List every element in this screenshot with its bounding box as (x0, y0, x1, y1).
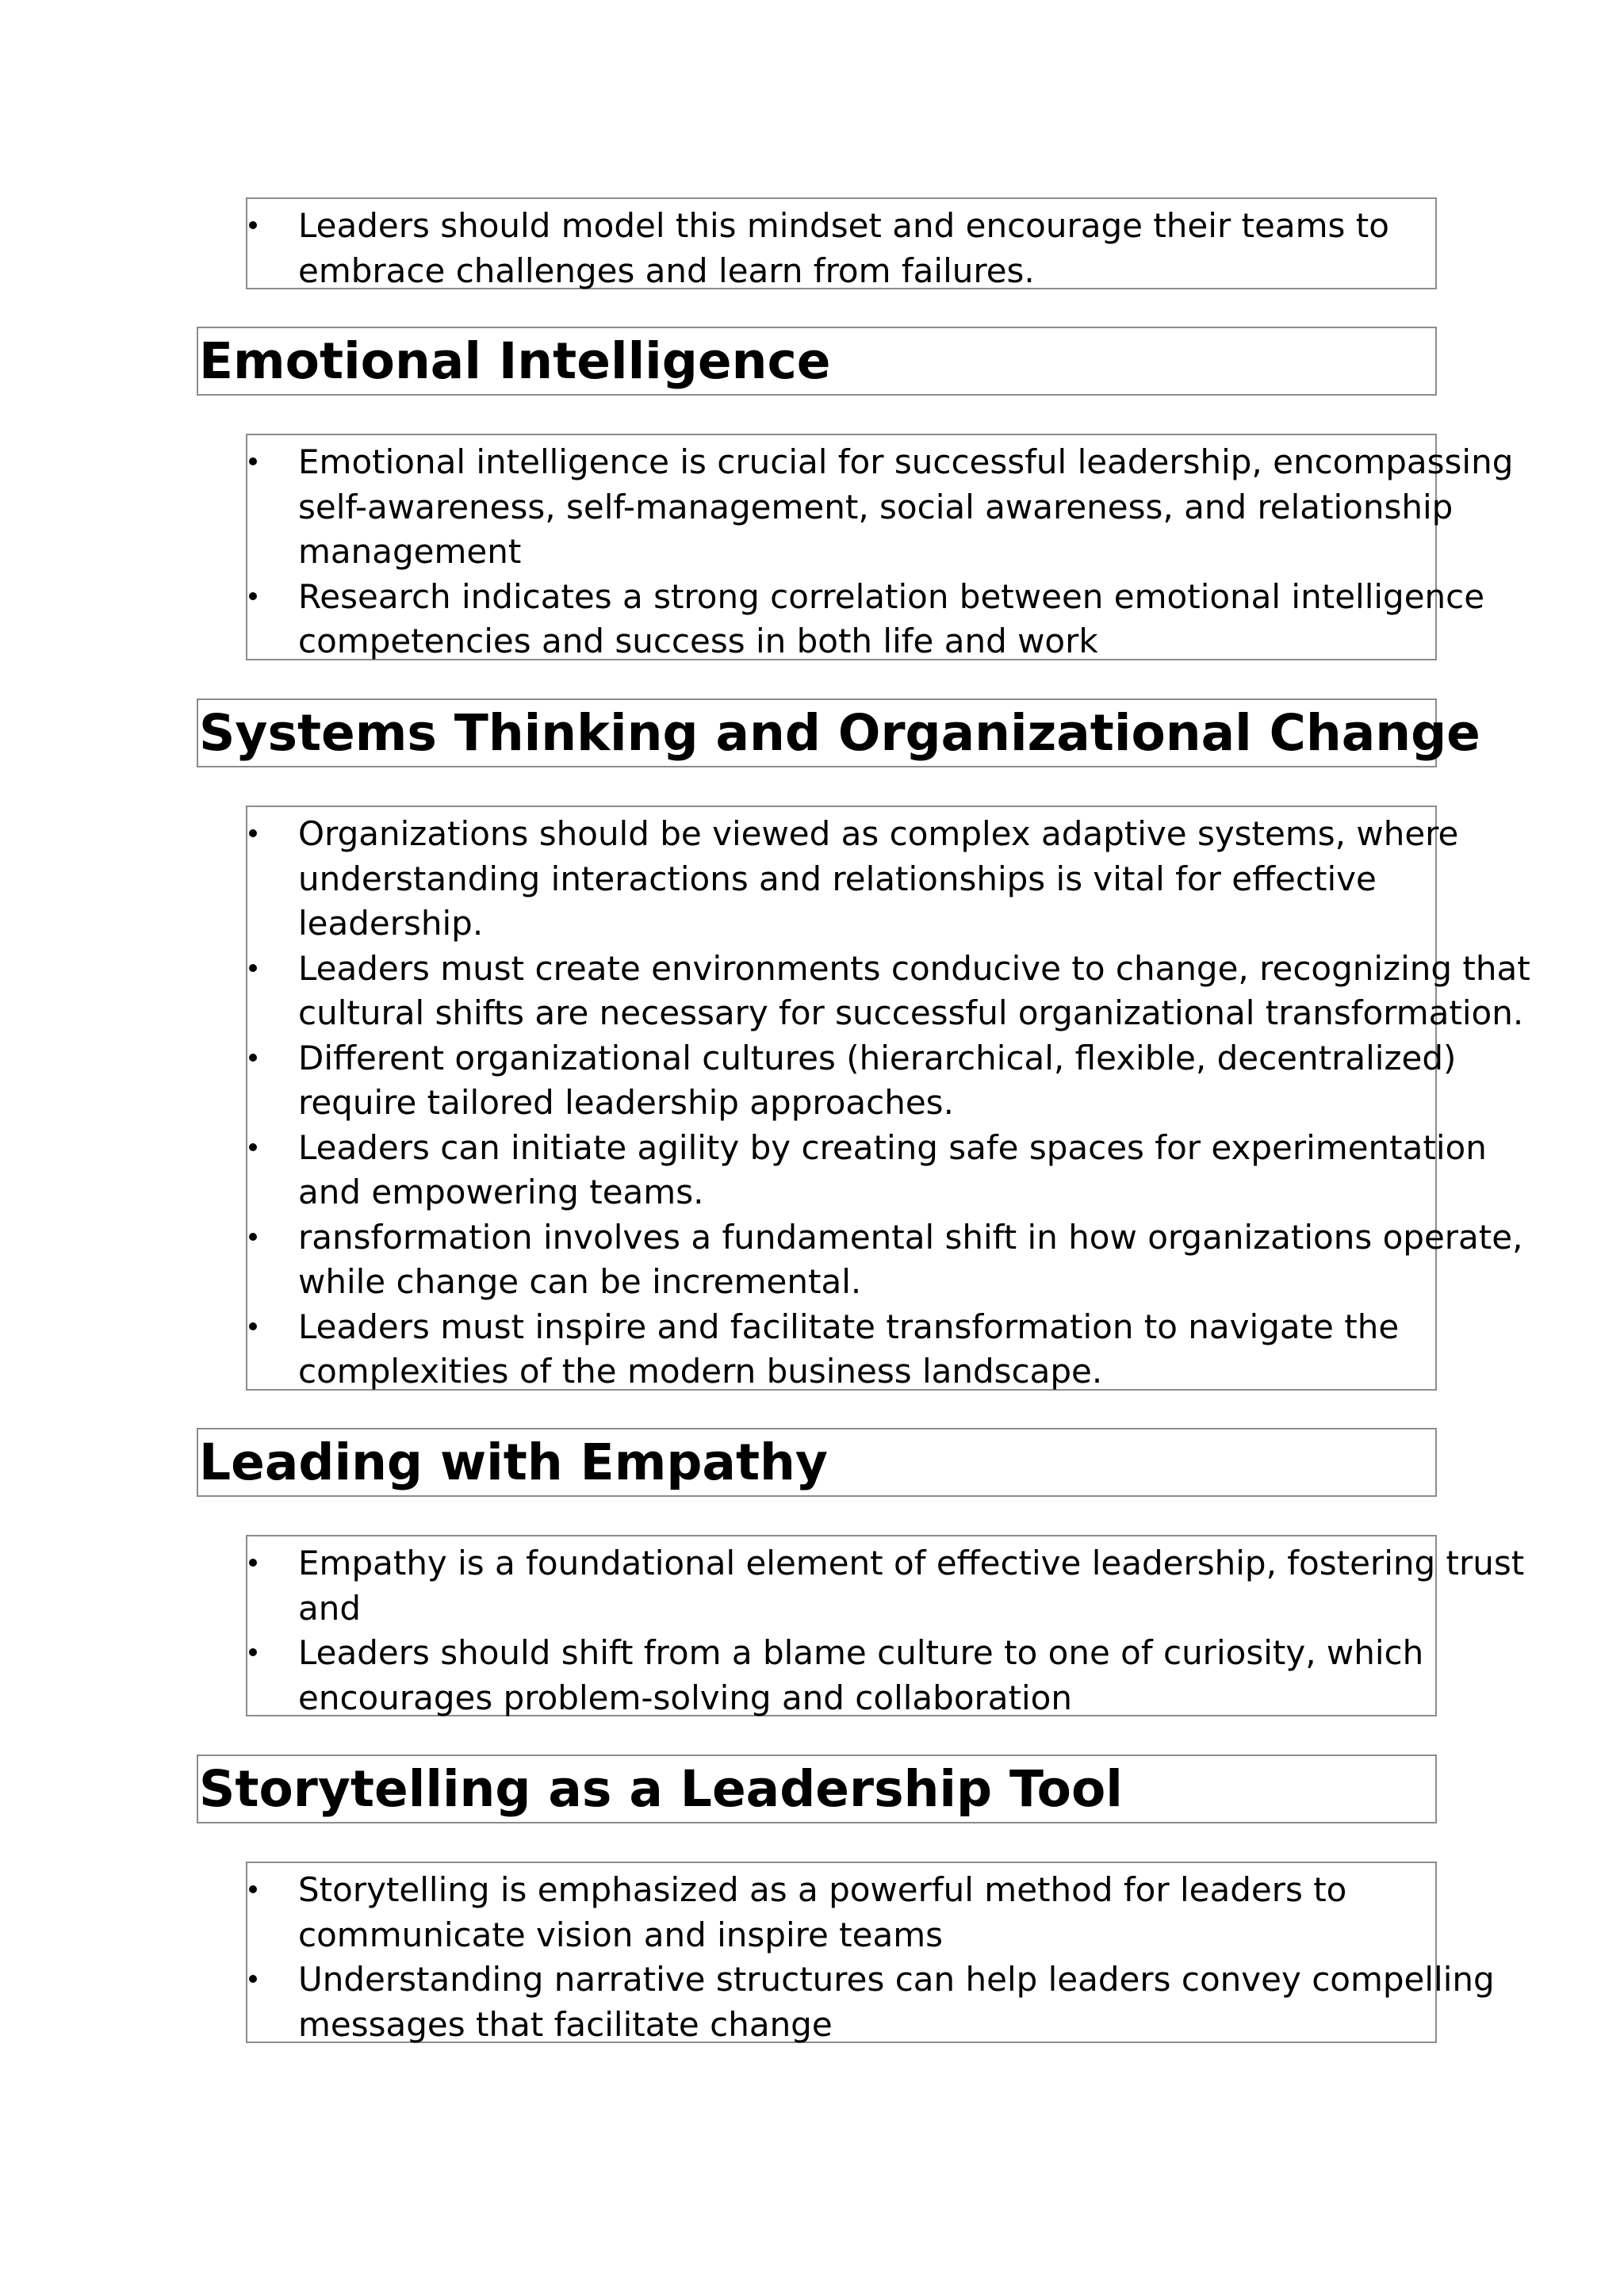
list-item-line: ransformation involves a fundamental shift in how organizations operate, (298, 1217, 1523, 1257)
list-item-line: understanding interactions and relationships is vital for effective (298, 859, 1377, 898)
list-item (247, 575, 1485, 664)
list-item (247, 1305, 1435, 1395)
section-heading-box (197, 1755, 1437, 1823)
list-item-line: complexities of the modern business landscape. (298, 1352, 1103, 1391)
list-item-line: Storytelling is emphasized as a powerful method for leaders to (298, 1870, 1347, 1909)
bullet-list-emotional-intelligence (246, 434, 1514, 660)
list-item (247, 1631, 1435, 1720)
list-item-line: Organizations should be viewed as complex adaptive systems, where (298, 814, 1459, 853)
list-item (247, 1868, 1435, 1957)
list-item-line: while change can be incremental. (298, 1262, 862, 1301)
section-heading-box (197, 1428, 1437, 1497)
list-item (247, 1215, 1523, 1305)
section-heading-emotional-intelligence: Emotional Intelligence (199, 332, 831, 390)
section-heading-systems-thinking: Systems Thinking and Organizational Change (199, 704, 1480, 762)
list-item-line: encourages problem-solving and collaboration (298, 1678, 1072, 1717)
list-item-line: messages that facilitate change (298, 2004, 833, 2044)
list-item-line: Leaders must inspire and facilitate transformation to navigate the (298, 1307, 1400, 1346)
list-item-line: competencies and success in both life and work (298, 622, 1098, 660)
section-heading-box (197, 327, 1437, 396)
list-item-line: Understanding narrative structures can help leaders convey compelling (298, 1960, 1495, 1999)
list-item-line: self-awareness, self-management, social awareness, and relationship (298, 487, 1454, 526)
list-item (247, 812, 1459, 947)
list-item-line: and empowering teams. (298, 1173, 704, 1211)
list-item-line: require tailored leadership approaches. (298, 1083, 954, 1122)
list-item-line: Emotional intelligence is crucial for successful leadership, encompassing (298, 442, 1514, 481)
list-item-line: management (298, 532, 522, 571)
list-item (247, 1126, 1487, 1215)
list-item (247, 1957, 1495, 2047)
list-item-line: Different organizational cultures (hierarchical, flexible, decentralized) (298, 1038, 1457, 1077)
list-item (247, 1541, 1525, 1631)
list-item-line: embrace challenges and learn from failures. (298, 251, 1035, 290)
list-item-line: cultural shifts are necessary for successful organizational transformation. (298, 993, 1524, 1032)
bullet-list-systems-thinking (246, 806, 1530, 1391)
list-item-line: leadership. (298, 904, 484, 943)
section-heading-box (197, 698, 1480, 767)
list-item (247, 1036, 1457, 1126)
section-heading-leading-with-empathy: Leading with Empathy (199, 1433, 828, 1491)
list-item-line: Leaders should model this mindset and encourage their teams to (298, 206, 1389, 245)
list-item-line: communicate vision and inspire teams (298, 1915, 943, 1954)
list-item-line: Leaders can initiate agility by creating safe spaces for experimentation (298, 1127, 1487, 1167)
list-item (247, 440, 1514, 575)
bullet-list-storytelling (246, 1862, 1495, 2044)
list-item-line: and (298, 1588, 362, 1628)
list-item-line: Empathy is a foundational element of effective leadership, fostering trust (298, 1544, 1525, 1582)
list-item (247, 204, 1435, 293)
section-heading-storytelling: Storytelling as a Leadership Tool (199, 1760, 1123, 1818)
bullet-list-growth-mindset (246, 197, 1437, 289)
list-item-line: Leaders must create environments conducive to change, recognizing that (298, 948, 1530, 988)
list-item (247, 947, 1530, 1036)
list-item-line: Research indicates a strong correlation between emotional intelligence (298, 576, 1485, 616)
list-item-line: Leaders should shift from a blame culture to one of curiosity, which (298, 1633, 1424, 1672)
bullet-list-empathy (246, 1535, 1525, 1717)
